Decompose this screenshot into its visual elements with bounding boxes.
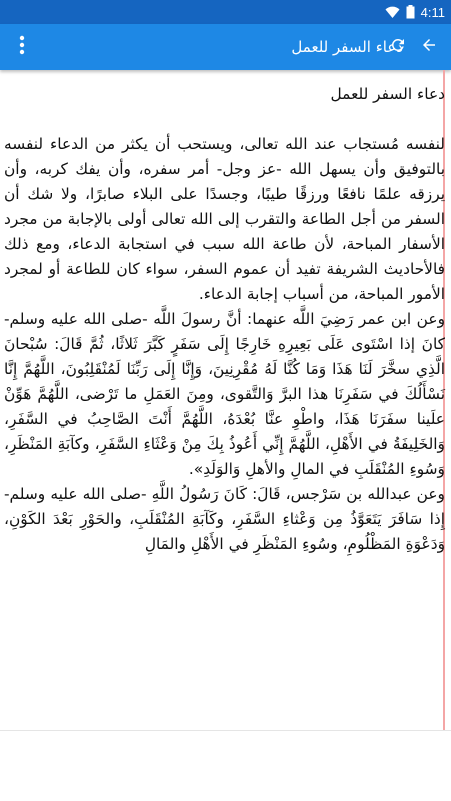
article-heading: دعاء السفر للعمل [330,85,445,103]
article-text [4,82,445,557]
arrow-back-icon [420,36,438,58]
article-paragraph: وعن عبدالله بن سَرْجس، قَالَ: كَانَ رَسُولُ اللَّهِ -صلى الله عليه وسلم- إِذا سَافَرَ يَتَعَوَّذُ مِن وَعْثاءِ السَّفَرِ، وكَآبَةِ المُنْقَلَبِ، والحَوْرِ بَعْدَ الكَوْنِ، وَدَعْوَةِ المَظْلُومِ، وسُوءِ المَنْظَرِ في الأَهْلِ والمَالِ [4,485,445,553]
article-content[interactable] [0,70,451,730]
more-vert-icon [19,35,25,59]
page-title: دعاء السفر للعمل [291,38,403,56]
article-paragraph: وعن ابن عمر رَضِيَ اللَّه عنهما: أنَّ رسولَ اللَّه -صلى الله عليه وسلم- كانَ إذا اسْتَوى عَلَى بَعِيرِهِ خَارِجًا إِلَى سَفَرٍ كَبَّرَ ثَلاثًا، ثُمَّ قَالَ: سُبْحانَ الَّذِي سخَّرَ لَنَا هَذَا وَمَا كُنَّا لَهُ مُقْرِنِينَ، وَإِنَّا إِلَى رَبِّنَا لَمُنْقَلِبُونَ، اللَّهُمَّ إِنَّا نَسْأَلُكَ في سَفَرِنَا هذا البرَّ وَالتَّقوى، ومِنَ العَمَلِ ما تَرْضى، اللَّهُمَّ هَوِّنْ علَينا سفَرَنَا هَذَا، واطْوِ عنَّا بُعْدَهُ، اللَّهُمَّ أَنْتَ الصَّاحِبُ في السَّفَرِ، وَالخَلِيفَةُ في الأَهْلِ، اللَّهُمَّ إِنِّي أَعُوذُ بِكَ مِنْ وَعْثَاءِ السَّفَرِ، وكآبَةِ المَنْظَرِ، وَسُوءِ المُنْقَلَبِ في المالِ والأهلِ وَالوَلَدِ». [4,310,445,478]
wifi-icon [385,6,400,19]
status-bar [0,0,451,24]
battery-icon [406,5,415,19]
back-button[interactable] [409,24,449,70]
app-bar [0,24,451,70]
article-paragraph: لنفسه مُستجاب عند الله تعالى، ويستحب أن يكثر من الدعاء لنفسه بالتوفيق وأن يسهل الله -عز وجل- أمر سفره، وأن يفك كربه، وأن يرزقه علمًا نافعًا ورزقًا طيبًا، وجسدًا على البلاء صابرًا، ولا شك أن السفر من أجل الطاعة والتقرب إلى الله تعالى أولى بالإجابة من مجرد الأسفار المباحة، لأن طاعة الله سبب في استجابة الدعاء، ومع ذلك فالأحاديث الشريفة تفيد أن عموم السفر، سواء كان للطاعة أو لمجرد الأمور المباحة، من أسباب إجابة الدعاء. [4,135,445,303]
status-time: 4:11 [420,4,445,20]
status-icons [385,0,445,24]
bottom-blank-area [0,730,451,801]
more-options-button[interactable] [2,24,42,70]
